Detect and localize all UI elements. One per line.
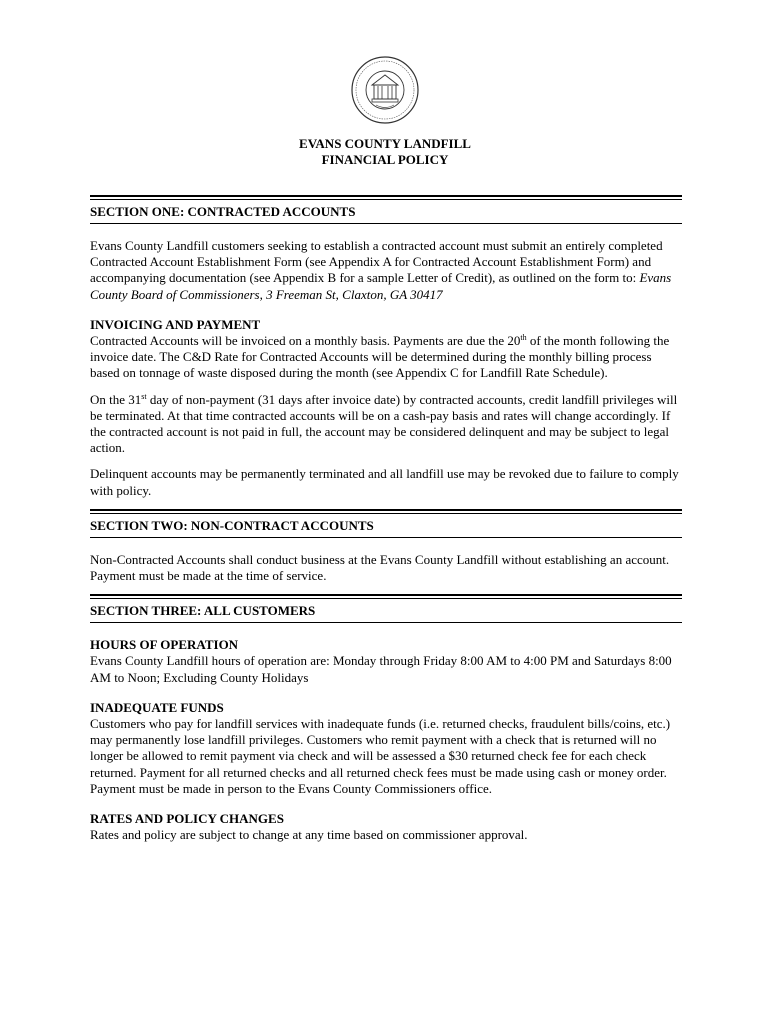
nonpayment-text-b: day of non-payment (31 days after invoice date) by contracted accounts, credit landfill privileges will be terminated. At that time contracted accounts will be on a cash-pay basis and rates will change accordingly. If the contracted account is not paid in full, the account may be considered delinquent and may be subject to legal action. xyxy=(90,391,678,456)
document-subtitle: FINANCIAL POLICY xyxy=(321,152,449,167)
nonpayment-paragraph xyxy=(90,392,682,457)
nonpayment-text-a: On the 31 xyxy=(90,391,142,407)
hours-heading: HOURS OF OPERATION xyxy=(90,637,239,653)
contracted-intro-paragraph xyxy=(90,238,682,303)
invoicing-text-a: Contracted Accounts will be invoiced on a monthly basis. Payments are due the 20 xyxy=(90,333,521,349)
non-contract-paragraph: Non-Contracted Accounts shall conduct business at the Evans County Landfill without establishing an account. Payment must be made at the time of service. xyxy=(90,551,670,584)
inadequate-funds-heading: INADEQUATE FUNDS xyxy=(90,699,224,715)
delinquent-paragraph: Delinquent accounts may be permanently terminated and all landfill use may be revoked due to failure to comply with policy. xyxy=(90,466,679,498)
invoicing-paragraph xyxy=(90,333,682,382)
rates-policy-heading: RATES AND POLICY CHANGES xyxy=(90,811,284,827)
document-body xyxy=(90,195,682,853)
section-one-heading: SECTION ONE: CONTRACTED ACCOUNTS xyxy=(90,204,356,219)
section-divider xyxy=(90,509,682,514)
section-three-heading: SECTION THREE: ALL CUSTOMERS xyxy=(90,603,316,619)
hours-paragraph: Evans County Landfill hours of operation are: Monday through Friday 8:00 AM to 4:00 PM and Saturdays 8:00 AM to Noon; Excluding County Holidays xyxy=(90,653,672,685)
county-seal-icon xyxy=(350,55,420,125)
section-underline xyxy=(90,223,682,224)
contracted-intro-text: Evans County Landfill customers seeking to establish a contracted account must submit an entirely completed Contracted Account Establishment Form (see Appendix A for Contracted Account Establishment Form) and accompanying documentation (see Appendix B for a sample Letter of Credit), as outlined on the form to: xyxy=(90,238,663,286)
invoicing-ordinal: th xyxy=(520,333,527,343)
nonpayment-ordinal: st xyxy=(141,391,147,401)
section-two-heading: SECTION TWO: NON-CONTRACT ACCOUNTS xyxy=(90,517,374,533)
invoicing-text-b: of the month following the invoice date. The C&D Rate for Contracted Accounts will be determined during the monthly billing process based on tonnage of waste disposed during the month (see Appendix C for Landfill Rate Schedule). xyxy=(90,333,670,381)
section-underline xyxy=(90,622,682,623)
section-divider xyxy=(90,195,682,200)
inadequate-funds-paragraph: Customers who pay for landfill services with inadequate funds (i.e. returned checks, fraudulent bills/coins, etc.) may permanently lose landfill privileges. Customers who remit payment with a check that is returned will no longer be allowed to remit payment via check and will be assessed a $30 returned check fee for each check returned. Payment for all returned checks and all returned check fees must be made using cash or money order. Payment must be made in person to the Evans County Commissioners office. xyxy=(90,716,671,796)
section-underline xyxy=(90,537,682,538)
commissioners-address: Evans County Board of Commissioners, 3 Freeman St, Claxton, GA 30417 xyxy=(90,270,672,302)
invoicing-heading: INVOICING AND PAYMENT xyxy=(90,316,261,332)
section-divider xyxy=(90,594,682,599)
document-title: EVANS COUNTY LANDFILL xyxy=(299,136,471,151)
rates-policy-paragraph: Rates and policy are subject to change at any time based on commissioner approval. xyxy=(90,827,528,843)
